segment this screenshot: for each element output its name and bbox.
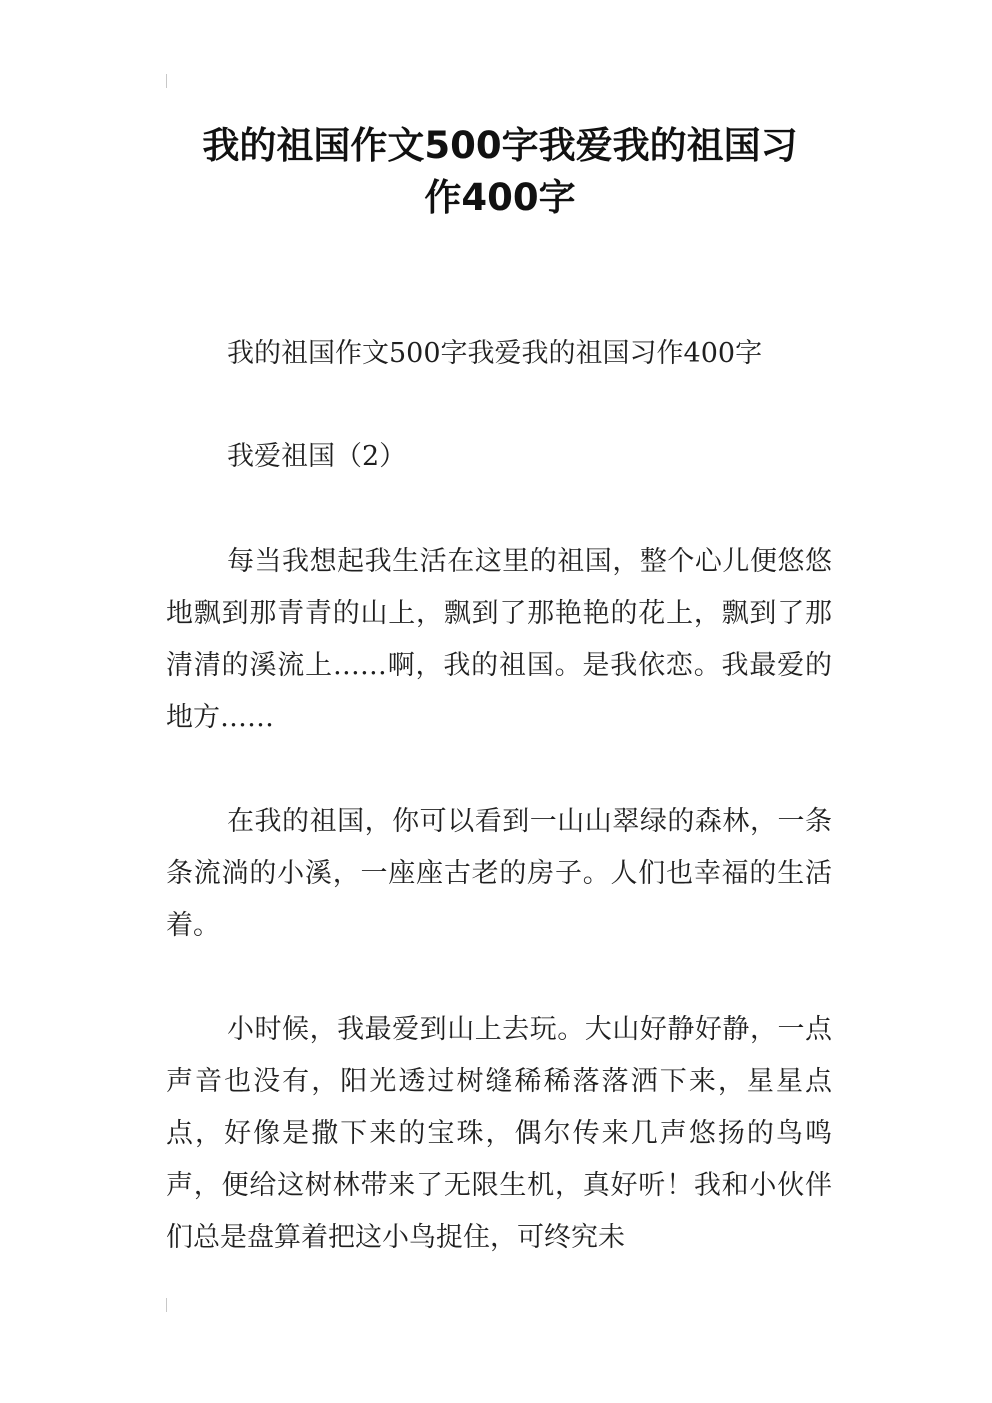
paragraph-4 — [166, 796, 832, 952]
paragraph-text: 我的祖国作文500字我爱我的祖国习作400字 — [227, 338, 763, 369]
paragraph-text: 小时候，我最爱到山上去玩。大山好静好静，一点声音也没有，阳光透过树缝稀稀落落洒下来，星星点点，好像是撒下来的宝珠，偶尔传来几声悠扬的鸟鸣声，便给这树林带来了无限生机，真好听！我和小伙伴们总是盘算着把这小鸟捉住，可终究未 — [166, 1014, 832, 1253]
paragraph-1 — [166, 328, 832, 380]
title-line-1: 我的祖国作文500字我爱我的祖国习 — [202, 124, 798, 167]
title-line-2: 作400字 — [424, 176, 576, 219]
paragraph-text: 在我的祖国，你可以看到一山山翠绿的森林，一条条流淌的小溪，一座座古老的房子。人们也幸福的生活着。 — [166, 806, 832, 941]
crop-mark-top — [166, 74, 167, 88]
paragraph-text: 每当我想起我生活在这里的祖国，整个心儿便悠悠地飘到那青青的山上，飘到了那艳艳的花上，飘到了那清清的溪流上……啊，我的祖国。是我依恋。我最爱的地方…… — [166, 546, 832, 733]
crop-mark-bottom — [166, 1298, 167, 1312]
paragraph-3 — [166, 536, 832, 744]
paragraph-text: 我爱祖国（2） — [227, 441, 407, 472]
paragraph-2 — [166, 431, 832, 483]
document-title — [150, 120, 850, 224]
paragraph-5 — [166, 1004, 832, 1264]
